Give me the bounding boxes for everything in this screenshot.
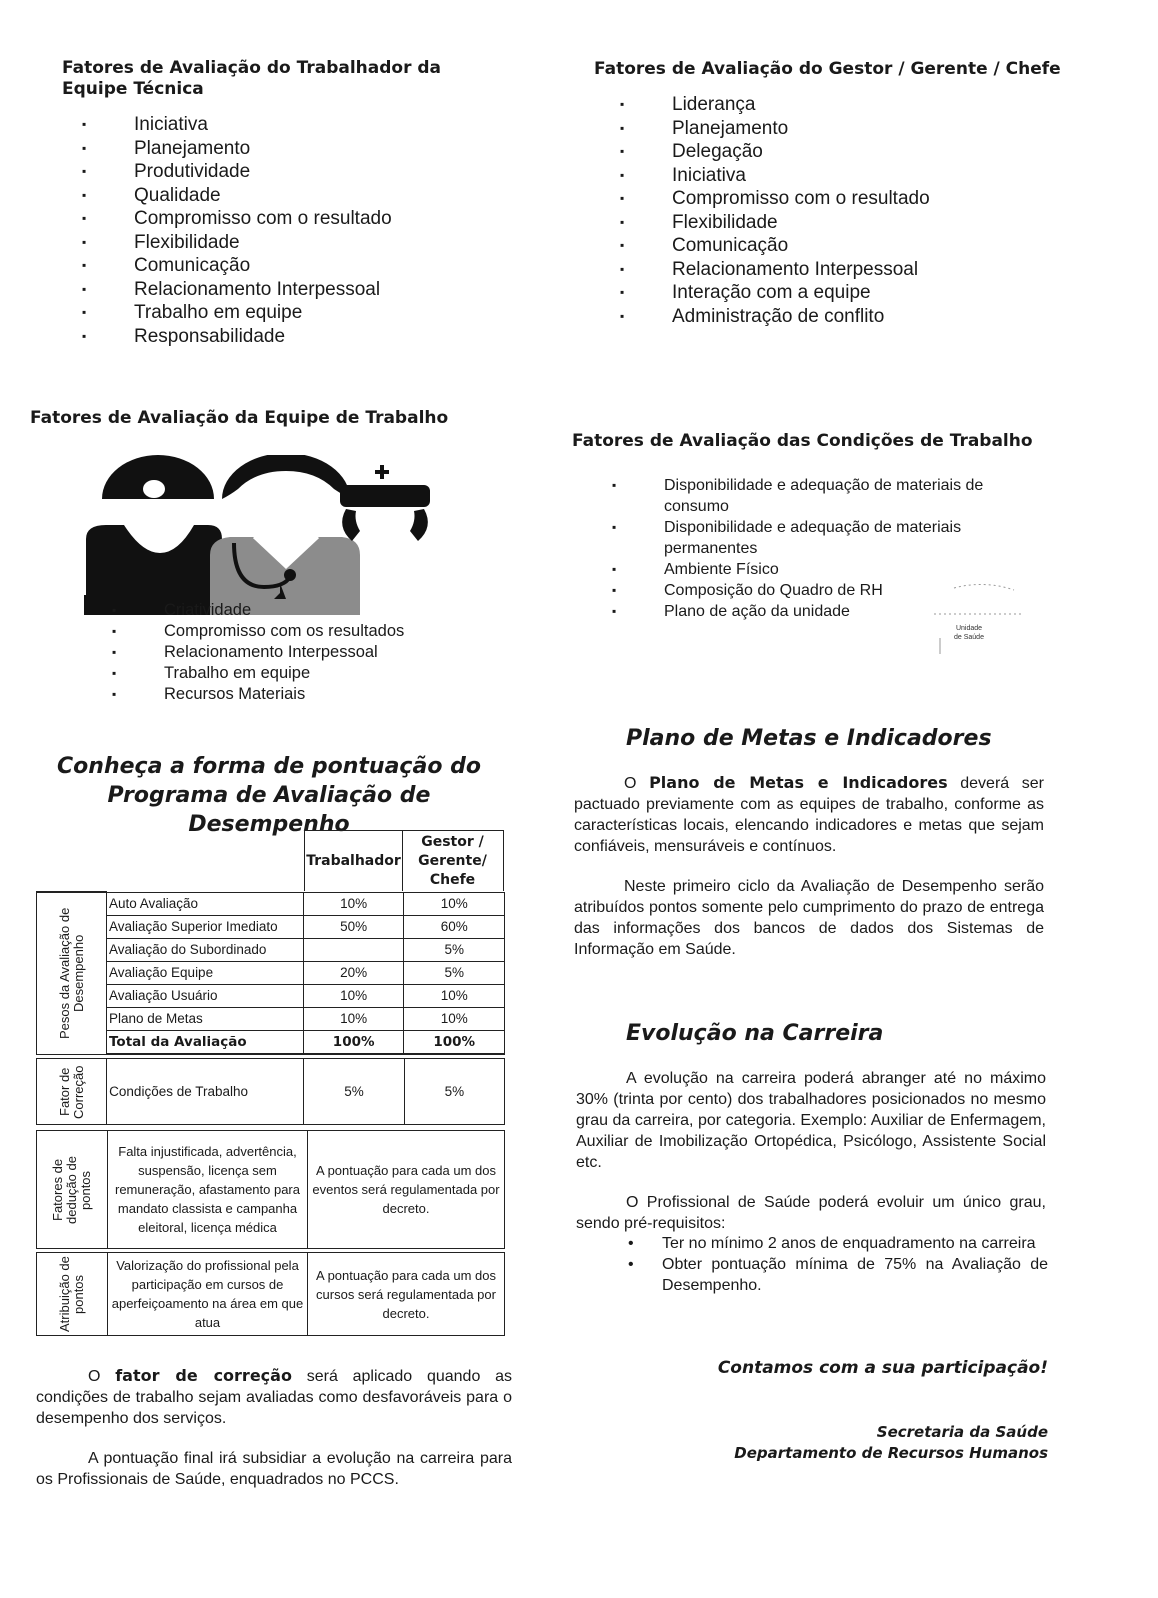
- list-item: ▪ Iniciativa: [620, 164, 1040, 188]
- list-item: ▪ Composição do Quadro de RH: [612, 580, 992, 601]
- deducao-text: Falta injustificada, advertência, suspensão, licença sem remuneração, afastamento para mandato classista e campanha eleitoral, licença médica: [108, 1131, 308, 1249]
- list-item: ▪ Delegação: [620, 140, 1040, 164]
- total-label: Total da Avaliação: [107, 1030, 304, 1054]
- list-item: ▪ Liderança: [620, 93, 1040, 117]
- bullet-icon: •: [628, 1256, 634, 1273]
- list-item: ▪ Iniciativa: [82, 113, 462, 137]
- list-item: ▪ Qualidade: [82, 184, 462, 208]
- signature: Secretaria da Saúde Departamento de Recursos Humanos: [734, 1423, 1048, 1462]
- row-label: Avaliação Superior Imediato: [107, 915, 304, 938]
- group-label-correcao: Fator de Correção: [56, 1064, 86, 1119]
- cell-trabalhador: 10%: [303, 892, 404, 915]
- equipe-list: [112, 600, 452, 705]
- total-gestor: 100%: [404, 1030, 505, 1054]
- list-item: ▪ Trabalho em equipe: [112, 663, 452, 684]
- list-item: ▪ Plano de ação da unidade: [612, 601, 992, 622]
- list-item: • Obter pontuação mínima de 75% na Avaliação de Desempenho.: [628, 1256, 1048, 1294]
- correcao-table: [36, 1058, 505, 1125]
- deducao-value: A pontuação para cada um dos eventos será regulamentada por decreto.: [308, 1131, 505, 1249]
- list-item: ▪ Disponibilidade e adequação de materiais de consumo: [612, 475, 992, 517]
- gestor-title: Fatores de Avaliação do Gestor / Gerente / Chefe: [594, 59, 1061, 79]
- atribuicao-text: Valorização do profissional pela participação em cursos de aperfeiçoamento na área em que atua: [108, 1253, 308, 1336]
- unit-stamp: Unidade de Saúde: [924, 578, 1034, 658]
- header-gestor: Gestor / Gerente/ Chefe: [402, 830, 504, 891]
- equipe-title: Fatores de Avaliação da Equipe de Trabalho: [30, 408, 449, 428]
- atribuicao-table: [36, 1252, 505, 1336]
- cell-trabalhador: 10%: [303, 984, 404, 1007]
- metas-paragraph-1: O Plano de Metas e Indicadores deverá ser pactuado previamente com as equipes de trabalho, conforme as características locais, elencando indicadores e metas que sejam confiáveis, mensuráveis e contínuos.: [574, 773, 1045, 855]
- list-item: ▪ Relacionamento Interpessoal: [82, 278, 462, 302]
- list-item: ▪ Criatividade: [112, 600, 452, 621]
- cell-gestor: 60%: [404, 915, 505, 938]
- cell-trabalhador: 20%: [303, 961, 404, 984]
- list-item: ▪ Recursos Materiais: [112, 684, 452, 705]
- list-item: ▪ Trabalho em equipe: [82, 301, 462, 325]
- row-label: Avaliação Equipe: [107, 961, 304, 984]
- row-label: Condições de Trabalho: [107, 1059, 304, 1125]
- row-label: Avaliação do Subordinado: [107, 938, 304, 961]
- metas-paragraph-2: Neste primeiro ciclo da Avaliação de Desempenho serão atribuídos pontos somente pelo cumprimento do prazo de entrega das informações dos bancos de dados dos Sistemas de Informação em Saúde.: [574, 878, 1044, 958]
- list-item: ▪ Interação com a equipe: [620, 281, 1040, 305]
- metas-title: Plano de Metas e Indicadores: [626, 726, 992, 751]
- list-item: ▪ Flexibilidade: [620, 211, 1040, 235]
- list-item: ▪ Administração de conflito: [620, 305, 1040, 329]
- condicoes-title: Fatores de Avaliação das Condições de Trabalho: [572, 431, 1033, 451]
- list-item: • Ter no mínimo 2 anos de enquadramento na carreira: [628, 1235, 1036, 1252]
- list-item: ▪ Responsabilidade: [82, 325, 462, 349]
- list-item: ▪ Compromisso com os resultados: [112, 621, 452, 642]
- list-item: ▪ Produtividade: [82, 160, 462, 184]
- bullet-icon: •: [628, 1235, 634, 1252]
- row-label: Auto Avaliação: [107, 892, 304, 915]
- cell-trabalhador: 5%: [304, 1059, 404, 1125]
- cell-gestor: 5%: [404, 938, 505, 961]
- carreira-title: Evolução na Carreira: [626, 1021, 884, 1046]
- list-item: ▪ Compromisso com o resultado: [82, 207, 462, 231]
- total-trabalhador: 100%: [303, 1030, 404, 1054]
- deducao-table: [36, 1130, 505, 1249]
- group-label-deducao: Fatores de dedução de pontos: [50, 1155, 93, 1224]
- carreira-requisitos: [628, 1233, 1048, 1296]
- nota-correcao: O fator de correção será aplicado quando as condições de trabalho sejam avaliadas como desfavoráveis para o desempenho dos serviços.: [36, 1366, 512, 1427]
- cell-trabalhador: [303, 938, 404, 961]
- row-label: Avaliação Usuário: [107, 984, 304, 1007]
- list-item: ▪ Planejamento: [620, 117, 1040, 141]
- stamp-border-icon: [924, 578, 1034, 658]
- carreira-paragraph-1: A evolução na carreira poderá abranger até no máximo 30% (trinta por cento) dos trabalhadores posicionados no mesmo grau da carreira, por categoria. Exemplo: Auxiliar de Enfermagem, Auxiliar de Imobilização Ortopédica, Psicólogo, Assistente Social etc.: [576, 1070, 1046, 1171]
- gestor-list: [620, 93, 1040, 328]
- group-label-atribuicao: Atribuição de pontos: [57, 1256, 86, 1332]
- list-item: ▪ Flexibilidade: [82, 231, 462, 255]
- pesos-table: [36, 891, 505, 1055]
- list-item: ▪ Relacionamento Interpessoal: [112, 642, 452, 663]
- cell-gestor: 10%: [404, 984, 505, 1007]
- cell-gestor: 5%: [404, 1059, 504, 1125]
- cell-trabalhador: 50%: [303, 915, 404, 938]
- group-label-pesos: Pesos da Avaliação de Desempenho: [56, 907, 86, 1039]
- tecnica-list: [82, 113, 462, 348]
- list-item: ▪ Planejamento: [82, 137, 462, 161]
- cell-gestor: 10%: [404, 1007, 505, 1030]
- pontuacao-title: Conheça a forma de pontuação do Programa de Avaliação de Desempenho: [57, 754, 481, 837]
- tecnica-title: Fatores de Avaliação do Trabalhador da Equipe Técnica: [62, 58, 442, 99]
- slogan: Contamos com a sua participação!: [717, 1358, 1048, 1378]
- list-item: ▪ Disponibilidade e adequação de materiais permanentes: [612, 517, 992, 559]
- row-label: Plano de Metas: [107, 1007, 304, 1030]
- header-trabalhador: Trabalhador: [304, 830, 403, 891]
- list-item: ▪ Comunicação: [620, 234, 1040, 258]
- cell-trabalhador: 10%: [303, 1007, 404, 1030]
- list-item: ▪ Compromisso com o resultado: [620, 187, 1040, 211]
- atribuicao-value: A pontuação para cada um dos cursos será regulamentada por decreto.: [308, 1253, 505, 1336]
- health-team-illustration-icon: [84, 455, 444, 615]
- cell-gestor: 5%: [404, 961, 505, 984]
- list-item: ▪ Comunicação: [82, 254, 462, 278]
- cell-gestor: 10%: [404, 892, 505, 915]
- nota-pontuacao-final: A pontuação final irá subsidiar a evolução na carreira para os Profissionais de Saúde, enquadrados no PCCS.: [36, 1450, 512, 1488]
- list-item: ▪ Ambiente Físico: [612, 559, 992, 580]
- list-item: ▪ Relacionamento Interpessoal: [620, 258, 1040, 282]
- carreira-paragraph-2: O Profissional de Saúde poderá evoluir um único grau, sendo pré-requisitos:: [576, 1194, 1046, 1232]
